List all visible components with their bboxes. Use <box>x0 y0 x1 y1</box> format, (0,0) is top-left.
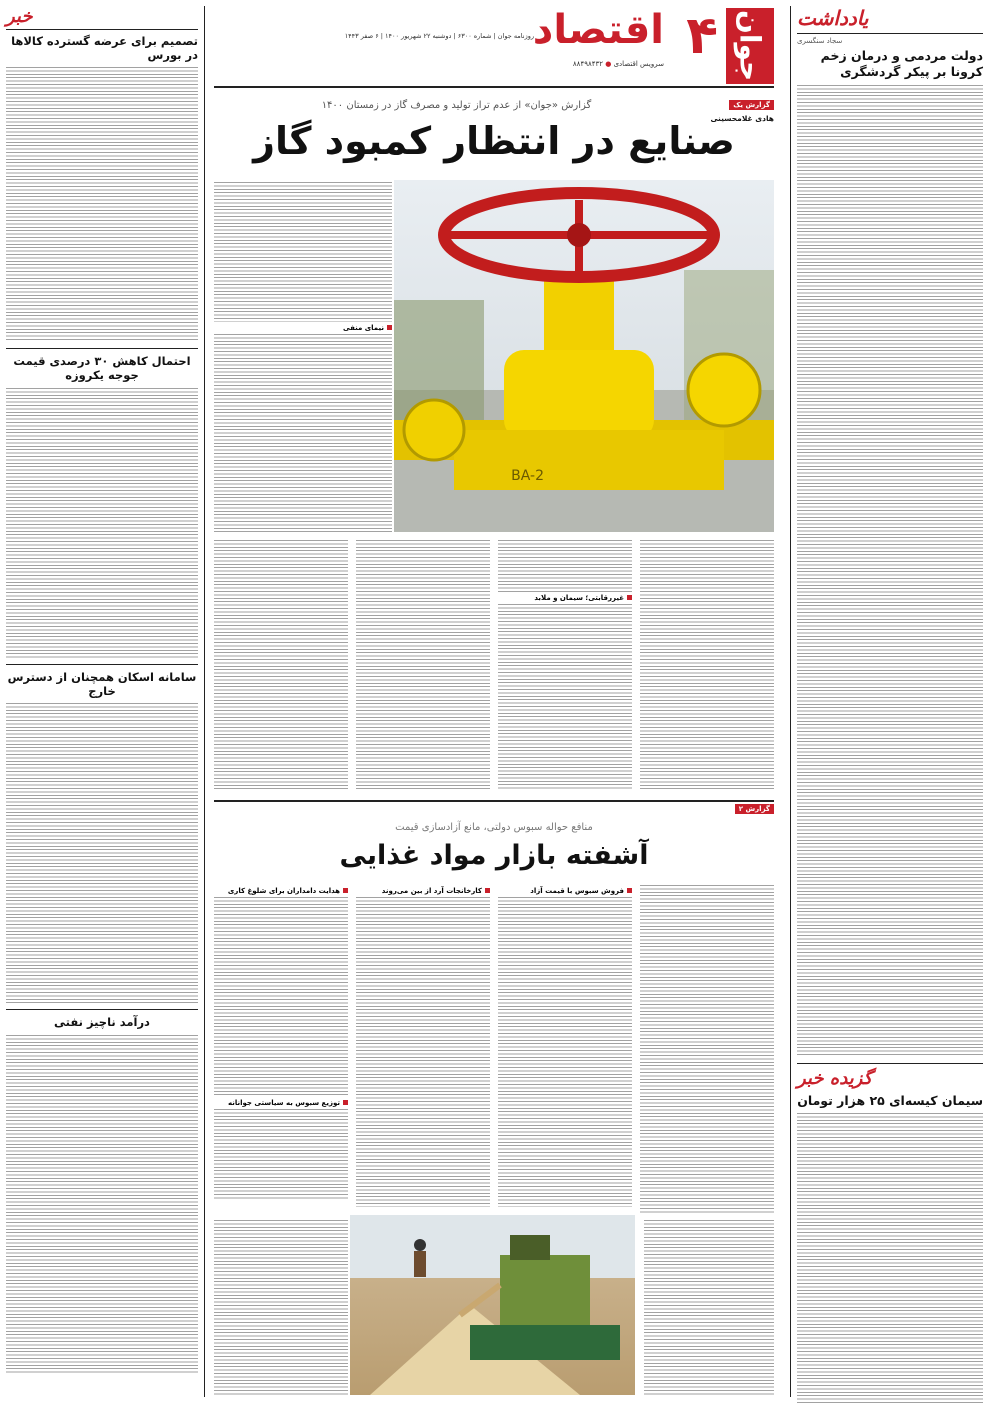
news-body-1 <box>6 67 198 342</box>
brief-body <box>797 1113 983 1403</box>
report-two-kicker: منافع حواله سبوس دولتی، مانع آزادسازی قیمت <box>395 822 593 833</box>
brief-headline: سیمان کیسه‌ای ۲۵ هزار تومان <box>797 1093 983 1109</box>
news-body-2 <box>6 388 198 658</box>
news-body-4 <box>6 1035 198 1375</box>
issue-line: روزنامه جوان | شماره ۶۳۰۰ | دوشنبه ۲۲ شهریور ۱۴۰۰ | ۶ صفر ۱۴۴۳ <box>344 32 534 40</box>
news-headline-2: احتمال کاهش ۳۰ درصدی قیمت جوجه یکروزه <box>13 353 191 383</box>
note-headline: دولت مردمی و درمان زخم کرونا بر پیکر گردشگری <box>820 48 983 79</box>
report-two-subhead-1: فروش سبوس با قیمت آزاد <box>498 887 632 895</box>
report-two-tag: گزارش ۲ <box>735 804 774 814</box>
brief-badge: گزیده خبر <box>797 1068 873 1090</box>
news-badge: خبر <box>6 6 33 27</box>
report-one-subhead-1: نیمای منفی <box>214 324 392 332</box>
center-area <box>208 0 780 1403</box>
logo: جوان <box>726 8 774 84</box>
report-one-body <box>214 540 774 790</box>
report-one-author: هادی غلامحسینی <box>710 114 774 123</box>
gas-valve-illustration <box>394 180 774 532</box>
right-column <box>793 0 989 1403</box>
report-one-kicker: گزارش «جوان» از عدم تراز تولید و مصرف گاز در زمستان ۱۴۰۰ <box>321 100 592 111</box>
report-two-subhead-4: توزیع سبوس به سیاستی جوانانه <box>214 1099 348 1107</box>
service-line: سرویس اقتصادی ● ۸۸۴۹۸۴۳۲ <box>572 60 664 68</box>
section-title: اقتصاد <box>532 7 664 53</box>
report-two-headline: آشفته بازار مواد غذایی <box>339 840 649 871</box>
pipe-label: BA-2 <box>511 468 544 484</box>
news-headline-1: تصمیم برای عرضه گسترده کالاها در بورس <box>11 34 198 63</box>
divider-right <box>790 6 791 1397</box>
masthead <box>214 8 774 84</box>
report-one-headline: صنایع در انتظار کمبود گاز <box>253 119 735 163</box>
news-headline-4: درآمد ناچیز نفتی <box>54 1015 150 1030</box>
report-one-subhead-2: غیررقابتی؛ سیمان و ملابد <box>498 594 632 602</box>
report-two-body <box>214 885 774 1215</box>
service-phone: ۸۸۴۹۸۴۳۲ <box>572 60 603 68</box>
news-body-3 <box>6 703 198 1003</box>
news-headline-3: سامانه اسکان همچنان از دسترس خارج <box>7 669 197 698</box>
service-label: سرویس اقتصادی <box>613 60 664 68</box>
harvest-photo <box>350 1215 635 1395</box>
report-two-lower-body-left <box>214 1220 348 1395</box>
page-number: ۴ <box>686 6 718 66</box>
note-byline: سجاد سنگسری <box>797 37 843 45</box>
report-two-subhead-2: کارخانجات آرد از بین می‌روند <box>356 887 490 895</box>
gas-valve-photo <box>394 180 774 532</box>
note-badge: یادداشت <box>797 6 869 30</box>
left-column <box>0 0 202 1403</box>
report-two-subhead-3: هدایت دامداران برای شلوغ کاری <box>214 887 348 895</box>
harvester-illustration <box>350 1215 635 1395</box>
divider-left <box>204 6 205 1397</box>
report-one-side-text <box>214 182 392 532</box>
report-two-lower-body <box>644 1220 774 1395</box>
report-one-tag: گزارش یک <box>729 100 774 110</box>
note-body <box>797 85 983 1055</box>
